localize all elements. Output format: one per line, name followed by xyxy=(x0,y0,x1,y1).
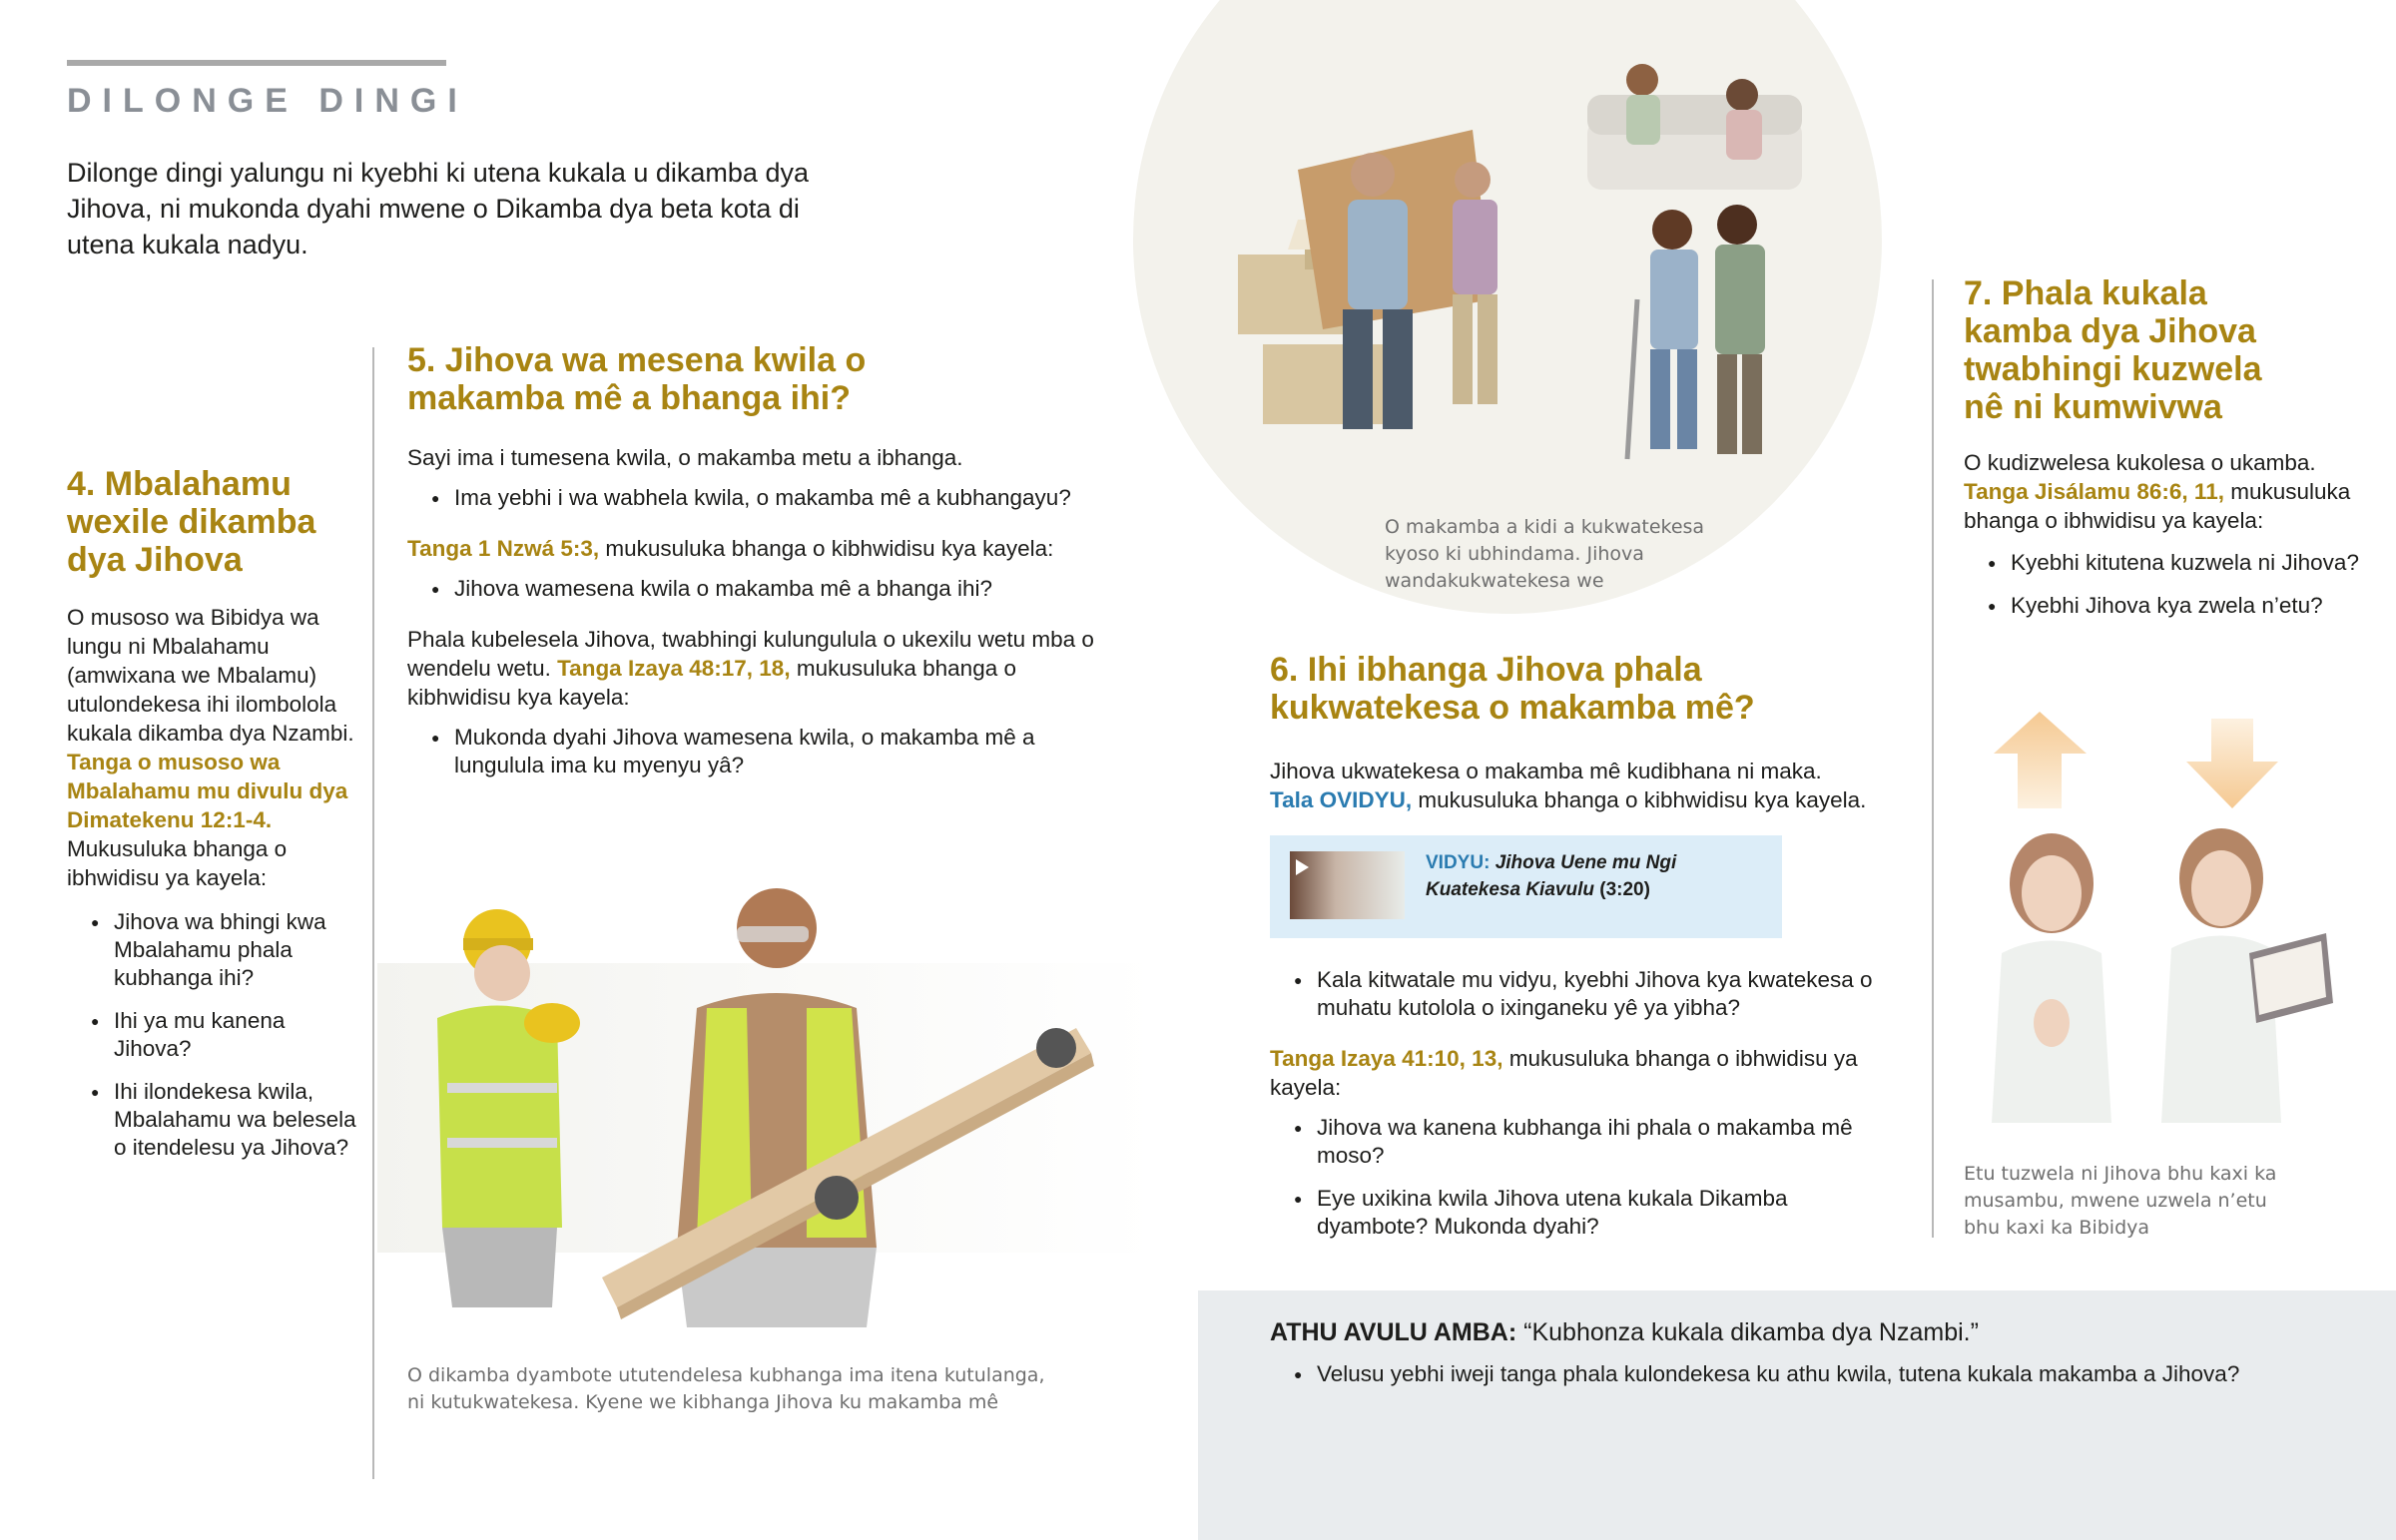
section-4-body xyxy=(67,603,356,892)
section-5-paragraph xyxy=(407,625,1096,712)
section-5-reference-2[interactable]: Tanga Izaya 48:17, 18, xyxy=(557,656,791,681)
video-card[interactable] xyxy=(1270,835,1782,938)
section-4-text: O musoso wa Bibidya wa lungu ni Mbalahamu (amwixana we Mbalamu) utulondekesa ihi ilombolola kukala dikamba dya Nzambi. xyxy=(67,605,354,746)
section-5-reference-1-line xyxy=(407,534,1096,563)
reference-instruction: mukusuluka bhanga o ibhwidisu ya kayela: xyxy=(1964,479,2351,533)
section-6-questions-2 xyxy=(1270,1114,1889,1241)
section-6-questions-1 xyxy=(1270,966,1889,1022)
section-4-instruction: Mukusuluka bhanga o ibhwidisu ya kayela: xyxy=(67,836,288,890)
section-7-intro: O kudizwelesa kukolesa o ukamba. xyxy=(1964,450,2316,475)
section-7-questions xyxy=(1964,549,2363,620)
intro-text: Dilonge dingi yalungu ni kyebhi ki utena kukala u dikamba dya Jihova, ni mukonda dyahi mwene o Dikamba dya beta kota di utena kukala nadyu. xyxy=(67,158,809,259)
footer-questions xyxy=(1270,1360,2348,1403)
reference-instruction: mukusuluka bhanga o kibhwidisu kya kayela: xyxy=(599,536,1054,561)
video-label: VIDYU: xyxy=(1426,852,1491,873)
list-item: ● Jihova wa kanena kubhanga ihi phala o makamba mê moso? xyxy=(1270,1114,1889,1170)
column-divider xyxy=(372,347,374,1479)
section-5-questions-2 xyxy=(407,575,1096,603)
video-title[interactable]: Jihova Uene mu Ngi Kuatekesa Kiavulu xyxy=(1426,852,1677,900)
section-7-reference[interactable]: Tanga Jisálamu 86:6, 11, xyxy=(1964,479,2224,504)
play-icon[interactable] xyxy=(1296,859,1309,875)
video-duration: (3:20) xyxy=(1599,879,1650,900)
section-7 xyxy=(1964,274,2363,635)
prayer-reading-illustration xyxy=(1982,704,2381,1153)
section-4 xyxy=(67,465,356,1177)
section-5-questions-1 xyxy=(407,484,1096,512)
section-7-heading: 7. Phala kukala kamba dya Jihova twabhingi kuzwela nê ni kumwivwa xyxy=(1964,274,2262,426)
section-5-reference-1[interactable]: Tanga 1 Nzwá 5:3, xyxy=(407,536,600,561)
reference-instruction: mukusuluka bhanga o kibhwidisu kya kayela. xyxy=(1412,787,1867,812)
footer-quote: “Kubhonza kukala dikamba dya Nzambi.” xyxy=(1523,1318,1979,1346)
arrow-down-icon xyxy=(2186,719,2278,808)
reference-instruction: mukusuluka bhanga o kibhwidisu kya kayela: xyxy=(407,656,1016,710)
section-5-questions-3 xyxy=(407,724,1096,779)
list-item: ● Velusu yebhi iweji tanga phala kulondekesa ku athu kwila, tutena kukala makamba a Jihova? xyxy=(1270,1360,2348,1388)
section-6-intro: Jihova ukwatekesa o makamba mê kudibhana ni maka. xyxy=(1270,759,1822,783)
section-6-heading: 6. Ihi ibhanga Jihova phala kukwatekesa o makamba mê? xyxy=(1270,651,1755,727)
section-6-reference[interactable]: Tanga Izaya 41:10, 13, xyxy=(1270,1046,1503,1071)
section-5-intro: Sayi ima i tumesena kwila, o makamba metu a ibhanga. xyxy=(407,445,963,470)
workers-illustration xyxy=(377,868,1156,1347)
column-divider xyxy=(1932,279,1934,1238)
section-4-heading: 4. Mbalahamu wexile dikamba dya Jihova xyxy=(67,465,316,579)
section-4-reference[interactable]: Tanga o musoso wa Mbalahamu mu divulu dya Dimatekenu 12:1-4. xyxy=(67,750,348,832)
page-title: DILONGE DINGI xyxy=(67,82,468,120)
list-item: ● Kyebhi kitutena kuzwela ni Jihova? xyxy=(1964,549,2363,577)
video-link[interactable]: Tala OVIDYU, xyxy=(1270,787,1413,812)
section-7-caption: Etu tuzwela ni Jihova bhu kaxi ka musambu, mwene uzwela n’etu bhu kaxi ka Bibidya xyxy=(1964,1163,2277,1239)
list-item: ● Jihova wamesena kwila o makamba mê a bhanga ihi? xyxy=(407,575,1096,603)
list-item: ● Ihi ilondekesa kwila, Mbalahamu wa belesela o itendelesu ya Jihova? xyxy=(67,1078,356,1162)
paragraph-text: Phala kubelesela Jihova, twabhingi kulungulula o ukexilu wetu mba o wendelu wetu. xyxy=(407,627,1094,681)
section-5-heading: 5. Jihova wa mesena kwila o makamba mê a bhanga ihi? xyxy=(407,341,867,417)
list-item: ● Eye uxikina kwila Jihova utena kukala Dikamba dyambote? Mukonda dyahi? xyxy=(1270,1185,1889,1241)
list-item: ● Ima yebhi i wa wabhela kwila, o makamba mê a kubhangayu? xyxy=(407,484,1096,512)
header-rule xyxy=(67,60,446,66)
arrow-up-icon xyxy=(1994,712,2087,808)
video-thumbnail[interactable] xyxy=(1290,851,1405,919)
section-7-intro-block xyxy=(1964,448,2363,535)
section-4-questions xyxy=(67,908,356,1162)
list-item: ● Jihova wa bhingi kwa Mbalahamu phala kubhanga ihi? xyxy=(67,908,356,992)
footer-label: ATHU AVULU AMBA: xyxy=(1270,1318,1517,1346)
reference-instruction: mukusuluka bhanga o ibhwidisu ya kayela: xyxy=(1270,1046,1858,1100)
list-item: ● Kyebhi Jihova kya zwela n’etu? xyxy=(1964,592,2363,620)
section-6 xyxy=(1270,651,1889,814)
list-item: ● Ihi ya mu kanena Jihova? xyxy=(67,1007,356,1063)
section-6-lower xyxy=(1270,966,1889,1256)
list-item: ● Mukonda dyahi Jihova wamesena kwila, o makamba mê a lungulula ima ku myenyu yâ? xyxy=(407,724,1096,779)
section-5-caption: O dikamba dyambote ututendelesa kubhanga ima itena kutulanga, ni kutukwatekesa. Kyene we kibhanga Jihova ku makamba mê xyxy=(407,1364,1045,1413)
section-6-image-caption: O makamba a kidi a kukwatekesa kyoso ki ubhindama. Jihova wandakukwatekesa we xyxy=(1385,516,1705,592)
section-6-reference-line xyxy=(1270,1044,1889,1102)
section-5 xyxy=(407,341,1096,794)
footer-band xyxy=(1198,1290,2396,1540)
list-item: ● Kala kitwatale mu vidyu, kyebhi Jihova kya kwatekesa o muhatu kutolola o ixinganeku yê ya yibha? xyxy=(1270,966,1889,1022)
section-6-intro-block xyxy=(1270,757,1889,814)
